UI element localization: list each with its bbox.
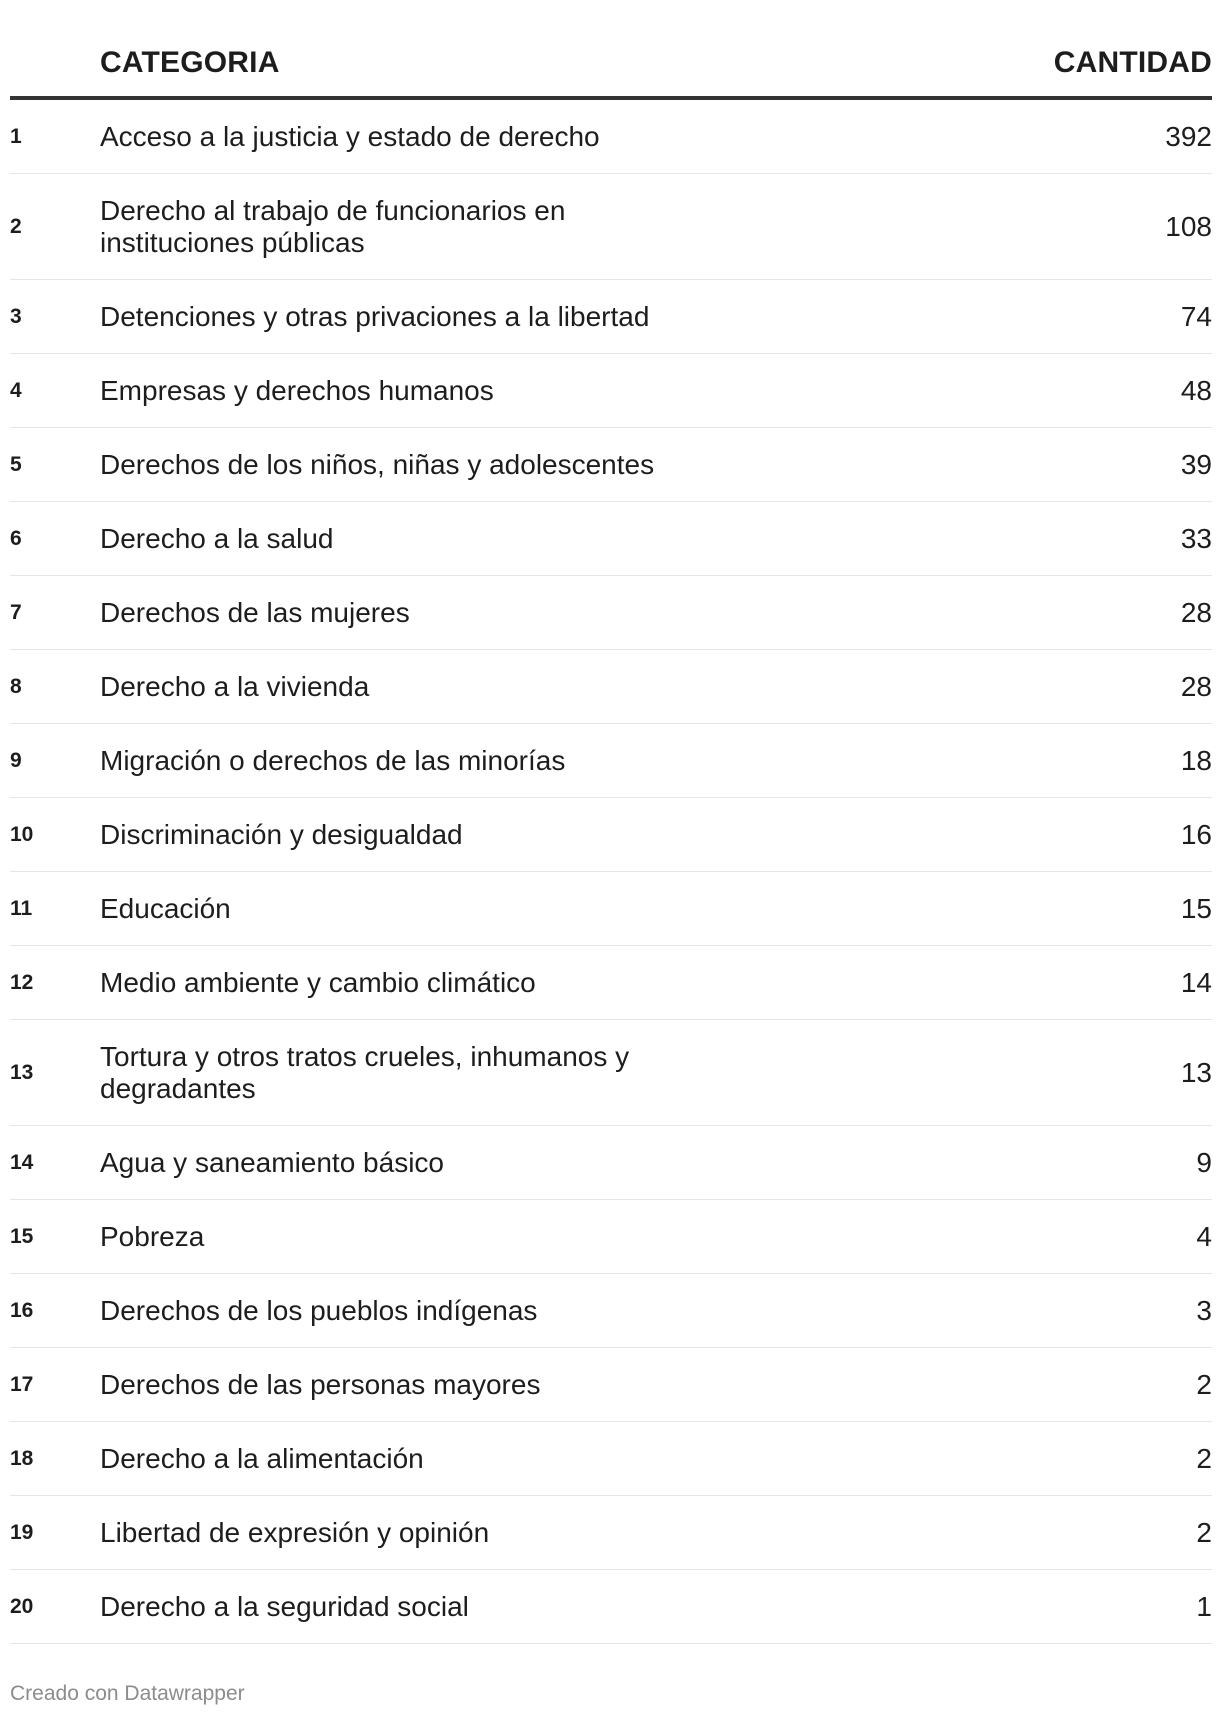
row-rank: 13 — [10, 1060, 34, 1084]
table-row — [10, 872, 1212, 946]
row-cantidad: 16 — [1180, 818, 1212, 850]
table-row — [10, 280, 1212, 354]
row-cantidad: 2 — [1196, 1368, 1212, 1400]
table-row — [10, 1570, 1212, 1644]
header-cantidad[interactable]: CANTIDAD — [1053, 46, 1212, 79]
table-row — [10, 1126, 1212, 1200]
row-rank: 15 — [10, 1224, 34, 1248]
row-categoria: Acceso a la justicia y estado de derecho — [100, 120, 600, 152]
table-body — [10, 100, 1212, 1644]
row-rank: 16 — [10, 1298, 34, 1322]
table-row — [10, 650, 1212, 724]
row-cantidad: 4 — [1196, 1220, 1212, 1252]
row-categoria: Migración o derechos de las minorías — [100, 744, 566, 776]
row-rank: 12 — [10, 970, 34, 994]
table-row — [10, 798, 1212, 872]
row-rank: 9 — [10, 748, 22, 772]
row-cantidad: 14 — [1180, 966, 1212, 998]
row-categoria: Detenciones y otras privaciones a la libertad — [100, 300, 650, 332]
row-categoria: Libertad de expresión y opinión — [100, 1516, 490, 1548]
row-cantidad: 33 — [1180, 522, 1212, 554]
row-rank: 19 — [10, 1520, 34, 1544]
row-rank: 17 — [10, 1372, 34, 1396]
table-row — [10, 1348, 1212, 1422]
row-categoria: Derecho a la salud — [100, 522, 334, 554]
table-row — [10, 1274, 1212, 1348]
row-cantidad: 39 — [1180, 448, 1212, 480]
row-rank: 4 — [10, 378, 22, 402]
row-rank: 1 — [10, 124, 22, 148]
row-rank: 11 — [10, 896, 33, 920]
row-categoria: Medio ambiente y cambio climático — [100, 966, 536, 998]
row-cantidad: 28 — [1180, 596, 1212, 628]
row-rank: 10 — [10, 822, 34, 846]
row-categoria: Discriminación y desigualdad — [100, 818, 463, 850]
row-rank: 18 — [10, 1446, 34, 1470]
row-cantidad: 1 — [1196, 1590, 1212, 1622]
row-categoria: Tortura y otros tratos crueles, inhumanos y degradantes — [100, 1040, 630, 1104]
row-cantidad: 13 — [1180, 1056, 1212, 1088]
row-categoria: Derechos de los niños, niñas y adolescentes — [100, 448, 655, 480]
table-row — [10, 1200, 1212, 1274]
row-rank: 20 — [10, 1594, 34, 1618]
table-row — [10, 576, 1212, 650]
row-categoria: Derecho al trabajo de funcionarios en instituciones públicas — [100, 194, 566, 258]
header-categoria[interactable]: CATEGORIA — [100, 46, 280, 79]
table-row — [10, 946, 1212, 1020]
data-table — [10, 0, 1212, 1644]
row-categoria: Derecho a la alimentación — [100, 1442, 424, 1474]
row-rank: 3 — [10, 304, 22, 328]
datawrapper-credit: Creado con Datawrapper — [10, 1682, 245, 1705]
row-rank: 2 — [10, 214, 22, 238]
row-rank: 6 — [10, 526, 22, 550]
row-rank: 8 — [10, 674, 22, 698]
table-row — [10, 174, 1212, 280]
table-row — [10, 100, 1212, 174]
table-header — [10, 0, 1212, 100]
row-categoria: Derecho a la seguridad social — [100, 1590, 469, 1622]
table-row — [10, 354, 1212, 428]
row-cantidad: 2 — [1196, 1516, 1212, 1548]
row-cantidad: 74 — [1180, 300, 1212, 332]
row-categoria: Derechos de las mujeres — [100, 596, 410, 628]
row-cantidad: 48 — [1180, 374, 1212, 406]
row-cantidad: 108 — [1165, 210, 1212, 242]
table-row — [10, 1496, 1212, 1570]
row-cantidad: 392 — [1165, 120, 1212, 152]
row-categoria: Derecho a la vivienda — [100, 670, 370, 702]
row-categoria: Derechos de los pueblos indígenas — [100, 1294, 538, 1326]
table-row — [10, 428, 1212, 502]
row-categoria: Agua y saneamiento básico — [100, 1146, 444, 1178]
row-cantidad: 9 — [1196, 1146, 1212, 1178]
row-cantidad: 2 — [1196, 1442, 1212, 1474]
row-categoria: Pobreza — [100, 1220, 205, 1252]
table-row — [10, 724, 1212, 798]
row-rank: 14 — [10, 1150, 34, 1174]
table-row — [10, 1422, 1212, 1496]
row-cantidad: 15 — [1180, 892, 1212, 924]
row-categoria: Educación — [100, 892, 231, 924]
row-cantidad: 28 — [1180, 670, 1212, 702]
row-categoria: Derechos de las personas mayores — [100, 1368, 541, 1400]
table-row — [10, 502, 1212, 576]
table-row — [10, 1020, 1212, 1126]
row-cantidad: 18 — [1180, 744, 1212, 776]
row-categoria: Empresas y derechos humanos — [100, 374, 494, 406]
row-rank: 7 — [10, 600, 22, 624]
row-cantidad: 3 — [1196, 1294, 1212, 1326]
row-rank: 5 — [10, 452, 22, 476]
